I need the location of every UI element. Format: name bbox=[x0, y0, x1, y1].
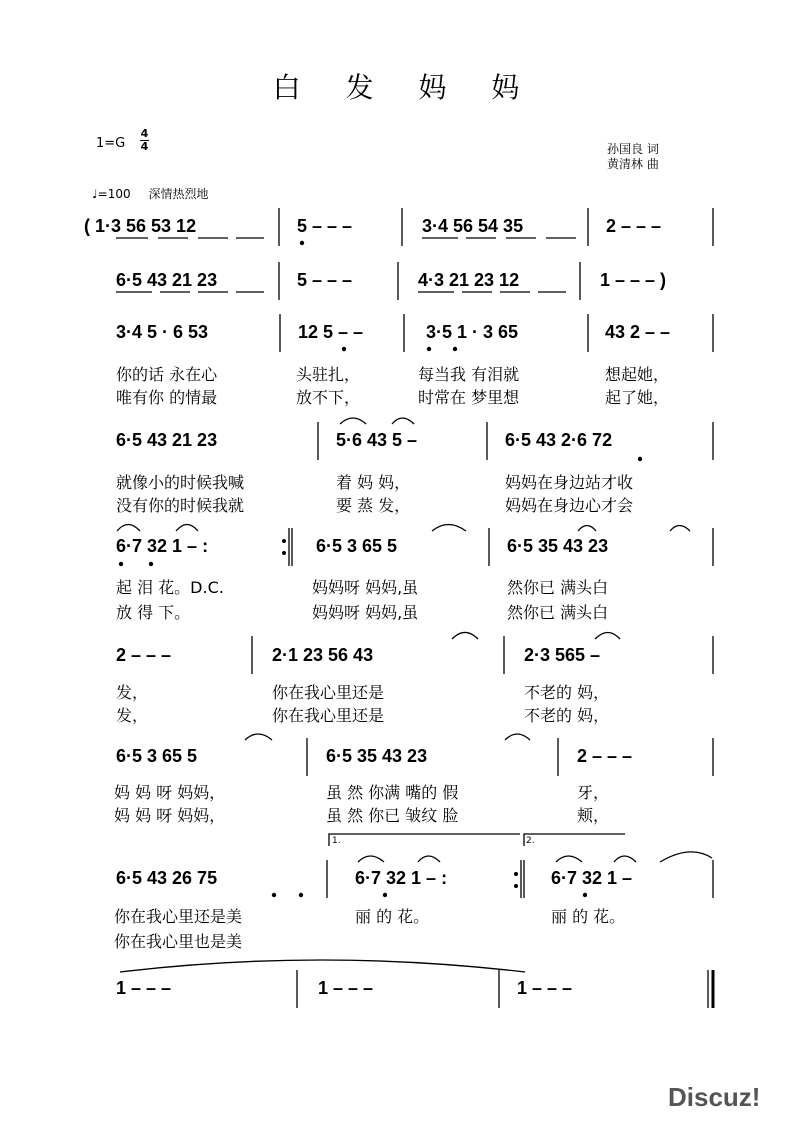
measure-r3-m4: 43 2 – – bbox=[605, 322, 671, 342]
lyric-r6-v2-m3: 不老的 妈， bbox=[524, 706, 610, 725]
measure-r5-m3: 6·5 35 43 23 bbox=[507, 536, 609, 556]
lyric-r6-v1-m2: 你在我心里还是 bbox=[272, 683, 385, 702]
key-label: 1=G bbox=[96, 136, 126, 151]
measure-r1-m1: ( 1·3 56 53 12 bbox=[84, 216, 197, 236]
volta-bracket bbox=[524, 834, 625, 846]
lyric-r5-v2-m2: 妈妈呀 妈妈,虽 bbox=[312, 603, 419, 622]
measure-r6-m3: 2·3 565 – bbox=[524, 645, 601, 665]
lyric-r3-v1-m2: 头驻扎， bbox=[296, 365, 361, 384]
composer-credit: 黄清林 曲 bbox=[607, 157, 659, 171]
lyric-r7-v2-m3: 颊， bbox=[577, 806, 610, 825]
slur bbox=[432, 525, 466, 532]
lyric-r5-v1-m3: 然你已 满头白 bbox=[507, 578, 609, 597]
volta-bracket bbox=[329, 834, 520, 846]
repeat-dot bbox=[282, 551, 286, 555]
lyric-r4-v1-m2: 着 妈 妈， bbox=[336, 473, 411, 492]
measure-r4-m2: 5·6 43 5 – bbox=[336, 430, 418, 450]
lyric-r3-v1-m1: 你的话 永在心 bbox=[116, 365, 218, 384]
lyric-r7-v1-m2: 虽 然 你满 嘴的 假 bbox=[326, 783, 459, 802]
lyric-r3-v2-m3: 时常在 梦里想 bbox=[418, 388, 520, 407]
measure-r1-m3: 3·4 56 54 35 bbox=[422, 216, 524, 236]
measure-r6-m2: 2·1 23 56 43 bbox=[272, 645, 374, 665]
measure-r9-m3: 1 – – – bbox=[517, 978, 573, 998]
volta-2-label: 2. bbox=[526, 836, 535, 846]
lyric-r7-v2-m2: 虽 然 你已 皱纹 脸 bbox=[326, 806, 459, 825]
octave-dot bbox=[427, 347, 431, 351]
measure-r3-m3: 3·5 1 · 3 65 bbox=[426, 322, 519, 342]
slur bbox=[556, 856, 582, 862]
lyric-r4-v2-m3: 妈妈在身边心才会 bbox=[505, 496, 634, 515]
lyric-r4-v1-m3: 妈妈在身边站才收 bbox=[505, 473, 634, 492]
slur bbox=[578, 526, 596, 532]
lyricist-credit: 孙国良 词 bbox=[607, 142, 659, 156]
measure-r8-m1: 6·5 43 26 75 bbox=[116, 868, 218, 888]
lyric-r4-v2-m2: 要 蒸 发， bbox=[336, 496, 411, 515]
lyric-r4-v2-m1: 没有你的时候我就 bbox=[116, 496, 245, 515]
time-sig-numerator: 4 bbox=[140, 127, 149, 140]
measure-r5-m1: 6·7 32 1 – : bbox=[116, 536, 209, 556]
lyric-r5-v2-m1: 放 得 下。 bbox=[116, 603, 191, 622]
lyric-r6-v2-m1: 发， bbox=[116, 706, 149, 725]
measure-r9-m2: 1 – – – bbox=[318, 978, 374, 998]
slur bbox=[452, 633, 478, 640]
measure-r8-m3: 6·7 32 1 – bbox=[551, 868, 633, 888]
lyric-r7-v2-m1: 妈 妈 呀 妈妈， bbox=[114, 806, 226, 825]
expression-mark: 深情热烈地 bbox=[148, 187, 209, 201]
discuz-watermark: Discuz! bbox=[668, 1082, 761, 1112]
lyric-r4-v1-m1: 就像小的时候我喊 bbox=[116, 473, 245, 492]
measure-r2-m2: 5 – – – bbox=[297, 270, 353, 290]
octave-dot bbox=[583, 893, 587, 897]
measure-r7-m1: 6·5 3 65 5 bbox=[116, 746, 198, 766]
measure-r4-m1: 6·5 43 21 23 bbox=[116, 430, 218, 450]
measure-r7-m3: 2 – – – bbox=[577, 746, 633, 766]
slur bbox=[358, 856, 384, 862]
lyric-r7-v1-m3: 牙， bbox=[577, 783, 610, 802]
measure-r3-m2: 12 5 – – bbox=[298, 322, 364, 342]
quarter-note-icon: ♩ bbox=[92, 187, 98, 201]
lyric-r6-v2-m2: 你在我心里还是 bbox=[272, 706, 385, 725]
lyric-r3-v2-m4: 起了她， bbox=[605, 388, 670, 407]
slur bbox=[660, 852, 712, 862]
measure-r4-m3: 6·5 43 2·6 72 bbox=[505, 430, 613, 450]
slur bbox=[418, 856, 440, 862]
measure-r9-m1: 1 – – – bbox=[116, 978, 172, 998]
measure-r5-m2: 6·5 3 65 5 bbox=[316, 536, 398, 556]
measure-r1-m4: 2 – – – bbox=[606, 216, 662, 236]
lyric-r8-v1-m1: 你在我心里还是美 bbox=[114, 907, 243, 926]
measure-r2-m3: 4·3 21 23 12 bbox=[418, 270, 520, 290]
lyric-r3-v2-m2: 放不下， bbox=[296, 388, 361, 407]
octave-dot bbox=[383, 893, 387, 897]
slur bbox=[176, 525, 198, 532]
volta-1-label: 1. bbox=[332, 836, 341, 846]
lyric-r3-v2-m1: 唯有你 的情最 bbox=[116, 388, 218, 407]
lyric-r8-v2-m1: 你在我心里也是美 bbox=[114, 932, 243, 951]
song-title: 白 发 妈 妈 bbox=[272, 71, 538, 104]
measure-r2-m4: 1 – – – ) bbox=[600, 270, 667, 290]
octave-dot bbox=[300, 241, 304, 245]
measure-r8-m2: 6·7 32 1 – : bbox=[355, 868, 448, 888]
lyric-r8-v1-m3: 丽 的 花。 bbox=[551, 907, 626, 926]
lyric-r6-v1-m3: 不老的 妈， bbox=[524, 683, 610, 702]
lyric-r8-v1-m2: 丽 的 花。 bbox=[355, 907, 430, 926]
lyric-r3-v1-m3: 每当我 有泪就 bbox=[418, 365, 520, 384]
measure-r2-m1: 6·5 43 21 23 bbox=[116, 270, 218, 290]
repeat-dot bbox=[514, 884, 518, 888]
lyric-r5-v1-m2: 妈妈呀 妈妈,虽 bbox=[312, 578, 419, 597]
octave-dot bbox=[272, 893, 276, 897]
slur bbox=[595, 633, 620, 640]
repeat-dot bbox=[282, 539, 286, 543]
lyric-r6-v1-m1: 发， bbox=[116, 683, 149, 702]
slur bbox=[245, 734, 272, 740]
slur bbox=[670, 526, 690, 532]
lyric-r5-v2-m3: 然你已 满头白 bbox=[507, 603, 609, 622]
octave-dot bbox=[638, 457, 642, 461]
octave-dot bbox=[149, 562, 153, 566]
measure-r6-m1: 2 – – – bbox=[116, 645, 172, 665]
lyric-r5-v1-m1: 起 泪 花。D.C. bbox=[116, 578, 224, 597]
measure-r7-m2: 6·5 35 43 23 bbox=[326, 746, 428, 766]
measure-r3-m1: 3·4 5 · 6 53 bbox=[116, 322, 209, 342]
time-sig-denominator: 4 bbox=[140, 140, 149, 153]
repeat-dot bbox=[514, 872, 518, 876]
octave-dot bbox=[299, 893, 303, 897]
octave-dot bbox=[453, 347, 457, 351]
slur bbox=[505, 734, 530, 740]
octave-dot bbox=[342, 347, 346, 351]
slur bbox=[614, 856, 636, 862]
slur bbox=[120, 960, 525, 972]
lyric-r7-v1-m1: 妈 妈 呀 妈妈， bbox=[114, 783, 226, 802]
slur bbox=[117, 525, 140, 532]
measure-r1-m2: 5 – – – bbox=[297, 216, 353, 236]
octave-dot bbox=[119, 562, 123, 566]
lyric-r3-v1-m4: 想起她， bbox=[605, 365, 670, 384]
tempo-value: =100 bbox=[97, 187, 131, 201]
slur bbox=[392, 418, 414, 424]
slur bbox=[340, 418, 366, 424]
